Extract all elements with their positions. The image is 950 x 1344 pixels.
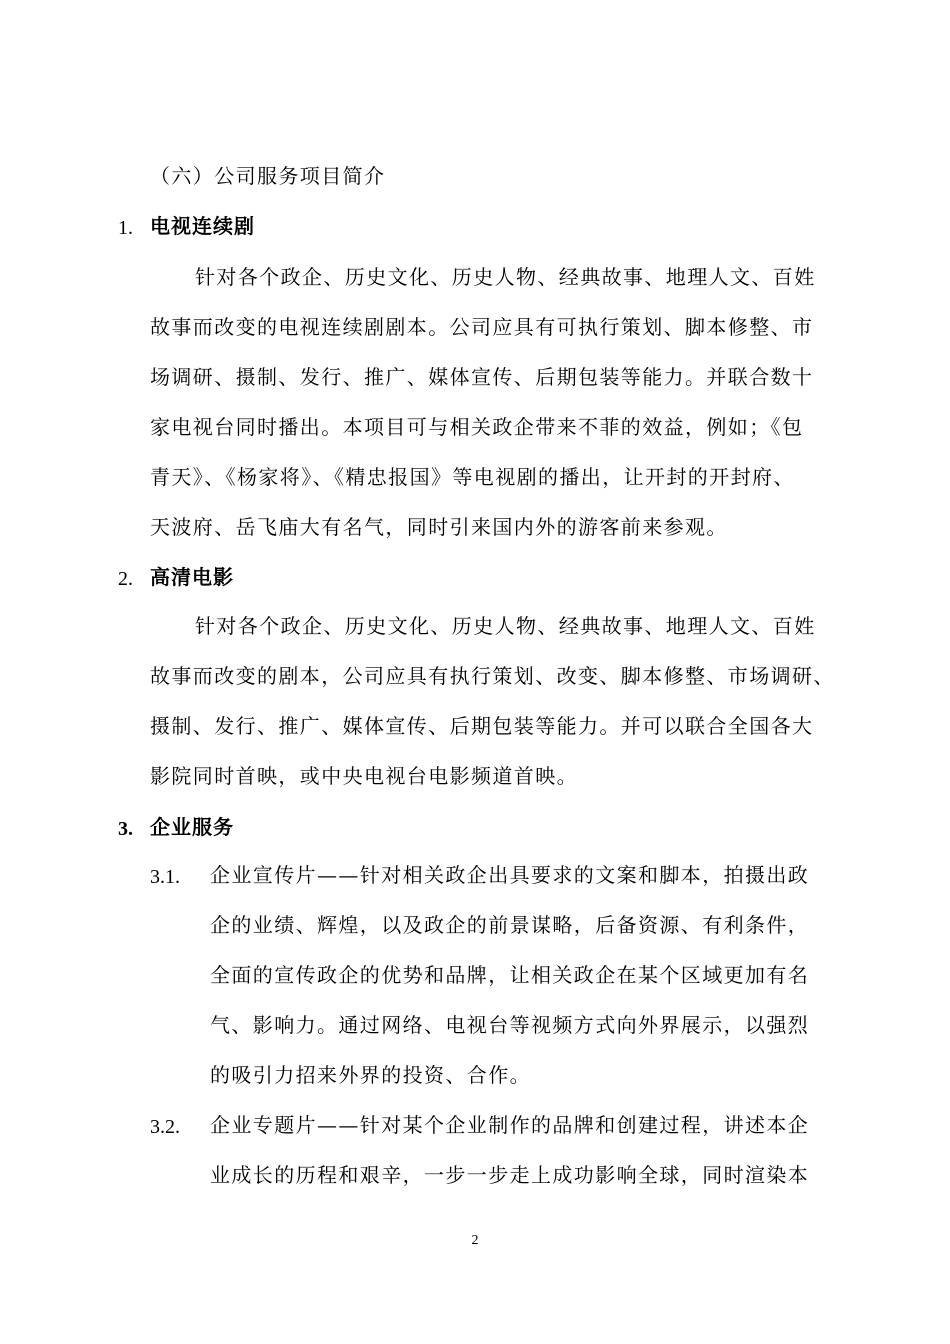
item-3-number: 3.: [118, 818, 133, 840]
item-2-line: 影院同时首映，或中央电视台电影频道首映。: [150, 764, 578, 788]
subitem-3-2-line: 企业专题片——针对某个企业制作的品牌和创建过程，讲述本企: [210, 1113, 810, 1137]
item-1-line: 针对各个政企、历史文化、历史人物、经典故事、地理人文、百姓: [195, 265, 816, 289]
item-3-heading: 企业服务: [150, 815, 234, 839]
item-2-line: 针对各个政企、历史文化、历史人物、经典故事、地理人文、百姓: [195, 614, 816, 638]
item-1-number: 1.: [118, 217, 133, 239]
subitem-3-1-line: 全面的宣传政企的优势和品牌，让相关政企在某个区域更加有名: [210, 963, 810, 987]
item-1-line: 天波府、岳飞庙大有名气，同时引来国内外的游客前来参观。: [150, 515, 728, 539]
item-2-line: 故事而改变的剧本，公司应具有执行策划、改变、脚本修整、市场调研、: [150, 664, 835, 688]
page-number: 2: [471, 1233, 479, 1248]
subitem-3-1-line: 的吸引力招来外界的投资、合作。: [210, 1063, 531, 1087]
item-1-line: 青天》、《杨家将》、《精忠报国》等电视剧的播出，让开封的开封府、: [150, 465, 795, 489]
item-2-number: 2.: [118, 568, 133, 590]
subitem-3-1-line: 气、影响力。通过网络、电视台等视频方式向外界展示，以强烈: [210, 1013, 810, 1037]
item-1-heading: 电视连续剧: [150, 214, 255, 238]
subitem-3-2-number: 3.2.: [150, 1116, 180, 1138]
subitem-3-2-line: 业成长的历程和艰辛，一步一步走上成功影响全球，同时渲染本: [210, 1163, 810, 1187]
item-1-line: 故事而改变的电视连续剧剧本。公司应具有可执行策划、脚本修整、市: [150, 315, 814, 339]
item-1-line: 场调研、摄制、发行、推广、媒体宣传、后期包装等能力。并联合数十: [150, 365, 814, 389]
section-title: （六）公司服务项目简介: [150, 164, 386, 188]
subitem-3-1-line: 企的业绩、辉煌，以及政企的前景谋略，后备资源、有利条件，: [210, 913, 810, 937]
item-2-line: 摄制、发行、推广、媒体宣传、后期包装等能力。并可以联合全国各大: [150, 714, 814, 738]
item-2-heading: 高清电影: [150, 565, 234, 589]
subitem-3-1-line: 企业宣传片——针对相关政企出具要求的文案和脚本，拍摄出政: [210, 863, 810, 887]
item-1-line: 家电视台同时播出。本项目可与相关政企带来不菲的效益，例如；《包: [150, 415, 804, 439]
subitem-3-1-number: 3.1.: [150, 866, 180, 888]
